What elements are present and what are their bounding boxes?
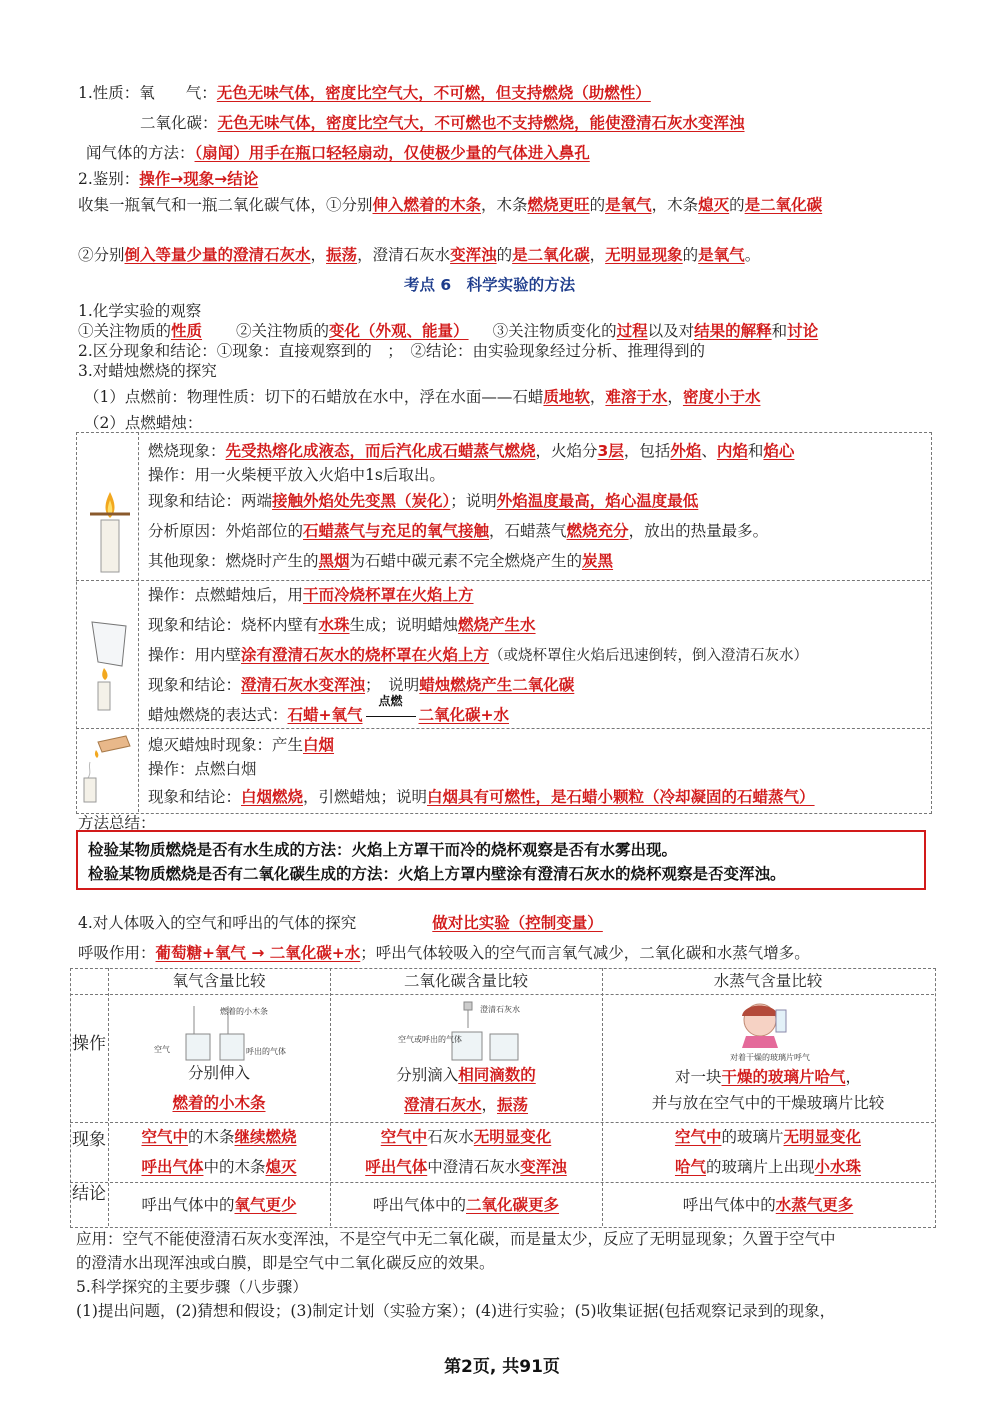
property-oxygen-line: 1.性质：氧 气：无色无味气体，密度比空气大，不可燃，但支持燃烧（助燃性）: [78, 84, 651, 102]
lighting-heading: （2）点燃蜡烛：: [84, 414, 203, 432]
respiration-line: 呼吸作用：葡萄糖+氧气 → 二氧化碳+水；呼出气体较吸入的空气而言氧气减少，二氧化碳和水蒸气增多。: [78, 944, 810, 962]
application-line-1: 应用：空气不能使澄清石灰水变浑浊，不是空气中无二氧化碳，而是量太少，反应了无明显现象；久置于空气中: [76, 1230, 836, 1248]
extinguish-phenomenon-line: 熄灭蜡烛时现象：产生白烟: [148, 736, 335, 754]
candle-with-match-figure: [86, 486, 134, 576]
limewater-operation-line: 操作：用内壁涂有澄清石灰水的烧杯罩在火焰上方（或烧杯罩住火焰后迅速倒转，倒入澄清石灰水）: [148, 646, 809, 664]
col-header-co2: 二氧化碳含量比较: [403, 972, 528, 990]
fig2-gas-label: 空气或呼出的气体: [398, 1035, 462, 1044]
col-header-oxygen: 氧气含量比较: [172, 972, 266, 990]
row-label-conclusion: 结论: [72, 1184, 106, 1204]
candle-heading: 3.对蜡烛燃烧的探究: [78, 362, 217, 380]
conclusion-water: 呼出气体中的水蒸气更多: [682, 1196, 854, 1214]
co2-result-line: 现象和结论：澄清石灰水变浑浊； 说明蜡烛燃烧产生二氧化碳: [148, 676, 575, 694]
ph1-line-a: 空气中的木条继续燃烧: [141, 1128, 297, 1146]
breath-heading: 4.对人体吸入的空气和呼出的气体的探究 做对比实验（控制变量）: [78, 914, 603, 932]
col-header-water: 水蒸气含量比较: [713, 972, 823, 990]
before-lighting-line: （1）点燃前：物理性质：切下的石蜡放在水中，浮在水面——石蜡质地软，难溶于水，密度小于水: [84, 388, 761, 406]
conclusion-oxygen: 呼出气体中的氧气更少: [141, 1196, 297, 1214]
summary-label: 方法总结：: [78, 814, 156, 832]
property-co2-line: 二氧化碳：无色无味气体，密度比空气大，不可燃也不支持燃烧，能使澄清石灰水变浑浊: [140, 114, 745, 132]
ph2-line-a: 空气中石灰水无明显变化: [380, 1128, 552, 1146]
identify-method1-line: 收集一瓶氧气和一瓶二氧化碳气体，①分别伸入燃着的木条，木条燃烧更旺的是氧气，木条熄灭的是二氧化碳: [78, 196, 823, 214]
op2-line-b: 澄清石灰水，振荡: [403, 1096, 529, 1114]
smoke-result-line: 现象和结论：白烟燃烧，引燃蜡烛；说明白烟具有可燃性，是石蜡小颗粒（冷却凝固的石蜡蒸气）: [148, 788, 815, 806]
other-phenomenon-line: 其他现象：燃烧时产生的黑烟为石蜡中碳元素不完全燃烧产生的炭黑: [148, 552, 614, 570]
fig1-air-label: 空气: [154, 1045, 170, 1054]
burning-phenomenon-line: 燃烧现象：先受热熔化成液态，而后汽化成石蜡蒸气燃烧，火焰分3层，包括外焰、内焰和焰心: [148, 442, 795, 460]
summary-box: [76, 830, 926, 890]
match-operation-line: 操作：用一火柴梗平放入火焰中1s后取出。: [148, 466, 445, 484]
conclusion-co2: 呼出气体中的二氧化碳更多: [372, 1196, 560, 1214]
fig1-breath-label: 呼出的气体: [246, 1047, 286, 1056]
fig2-limewater-label: 澄清石灰水: [480, 1005, 520, 1014]
ph2-line-b: 呼出气体中澄清石灰水变浑浊: [365, 1158, 567, 1176]
water-result-line: 现象和结论：烧杯内壁有水珠生成；说明蜡烛燃烧产生水: [148, 616, 536, 634]
limewater-dropper-figure: [396, 1000, 556, 1062]
row-label-operation: 操作: [72, 1034, 106, 1054]
reaction-expression-line: 蜡烛燃烧的表达式：石蜡+氧气 点燃 二氧化碳+水: [148, 694, 510, 724]
ph3-line-a: 空气中的玻璃片无明显变化: [674, 1128, 862, 1146]
relight-smoke-figure: [80, 732, 136, 804]
beaker-over-candle-figure: [86, 616, 134, 712]
analysis-line: 分析原因：外焰部位的石蜡蒸气与充足的氧气接触，石蜡蒸气燃烧充分，放出的热量最多。: [148, 522, 769, 540]
fig1-stick-label: 燃着的小木条: [220, 1007, 268, 1016]
burning-stick-bottles-figure: [150, 1000, 306, 1062]
op3-line-b: 并与放在空气中的干燥玻璃片比较: [651, 1094, 885, 1112]
section-heading: 考点 6 科学实验的方法: [404, 276, 576, 294]
breathing-girl-figure: [722, 1000, 832, 1062]
observation-heading: 1.化学实验的观察: [78, 302, 202, 320]
phenomenon-conclusion-line: 2.区分现象和结论：①现象：直接观察到的 ； ②结论：由实验现象经过分析、推理得到的: [78, 342, 706, 360]
inquiry-steps-line: (1)提出问题，(2)猜想和假设；(3)制定计划（实验方案）；(4)进行实验；(5)收集证据(包括观察记录到的现象，: [76, 1302, 836, 1320]
op2-line-a: 分别滴入相同滴数的: [396, 1066, 536, 1084]
reaction-arrow: 点燃: [363, 704, 419, 726]
match-result-line: 现象和结论：两端接触外焰处先变黑（炭化）；说明外焰温度最高，焰心温度最低: [148, 492, 699, 510]
op1-line-a: 分别伸入: [187, 1064, 250, 1082]
observation-points: ①关注物质的性质 ②关注物质的变化（外观、能量） ③关注物质变化的过程以及对结果的解释和讨论: [78, 322, 819, 340]
page-footer: 第2页, 共91页: [444, 1357, 560, 1377]
op1-line-b: 燃着的小木条: [172, 1094, 266, 1112]
ignite-smoke-operation-line: 操作：点燃白烟: [148, 760, 257, 778]
smell-method-line: 闻气体的方法：（扇闻）用手在瓶口轻轻扇动，仅使极少量的气体进入鼻孔: [86, 144, 590, 162]
dry-beaker-operation-line: 操作：点燃蜡烛后，用干而冷烧杯罩在火焰上方: [148, 586, 474, 604]
ph3-line-b: 哈气的玻璃片上出现小水珠: [674, 1158, 862, 1176]
fig3-label: 对着干燥的玻璃片呼气: [730, 1053, 810, 1062]
row-label-phenomenon: 现象: [72, 1130, 106, 1150]
op3-line-a: 对一块干燥的玻璃片哈气，: [674, 1068, 862, 1086]
identify-line: 2.鉴别：操作→现象→结论: [78, 170, 259, 188]
ph1-line-b: 呼出气体中的木条熄灭: [141, 1158, 297, 1176]
inquiry-steps-heading: 5.科学探究的主要步骤（八步骤）: [76, 1278, 308, 1296]
summary-co2-line: 检验某物质燃烧是否有二氧化碳生成的方法：火焰上方罩内壁涂有澄清石灰水的烧杯观察是否变浑浊。: [88, 865, 786, 883]
application-line-2: 的澄清水出现浑浊或白膜，即是空气中二氧化碳反应的效果。: [76, 1254, 495, 1272]
identify-method2-line: ②分别倒入等量少量的澄清石灰水，振荡，澄清石灰水变浑浊的是二氧化碳，无明显现象的是氧气。: [78, 246, 761, 264]
summary-water-line: 检验某物质燃烧是否有水生成的方法：火焰上方罩干而冷的烧杯观察是否有水雾出现。: [88, 841, 678, 859]
